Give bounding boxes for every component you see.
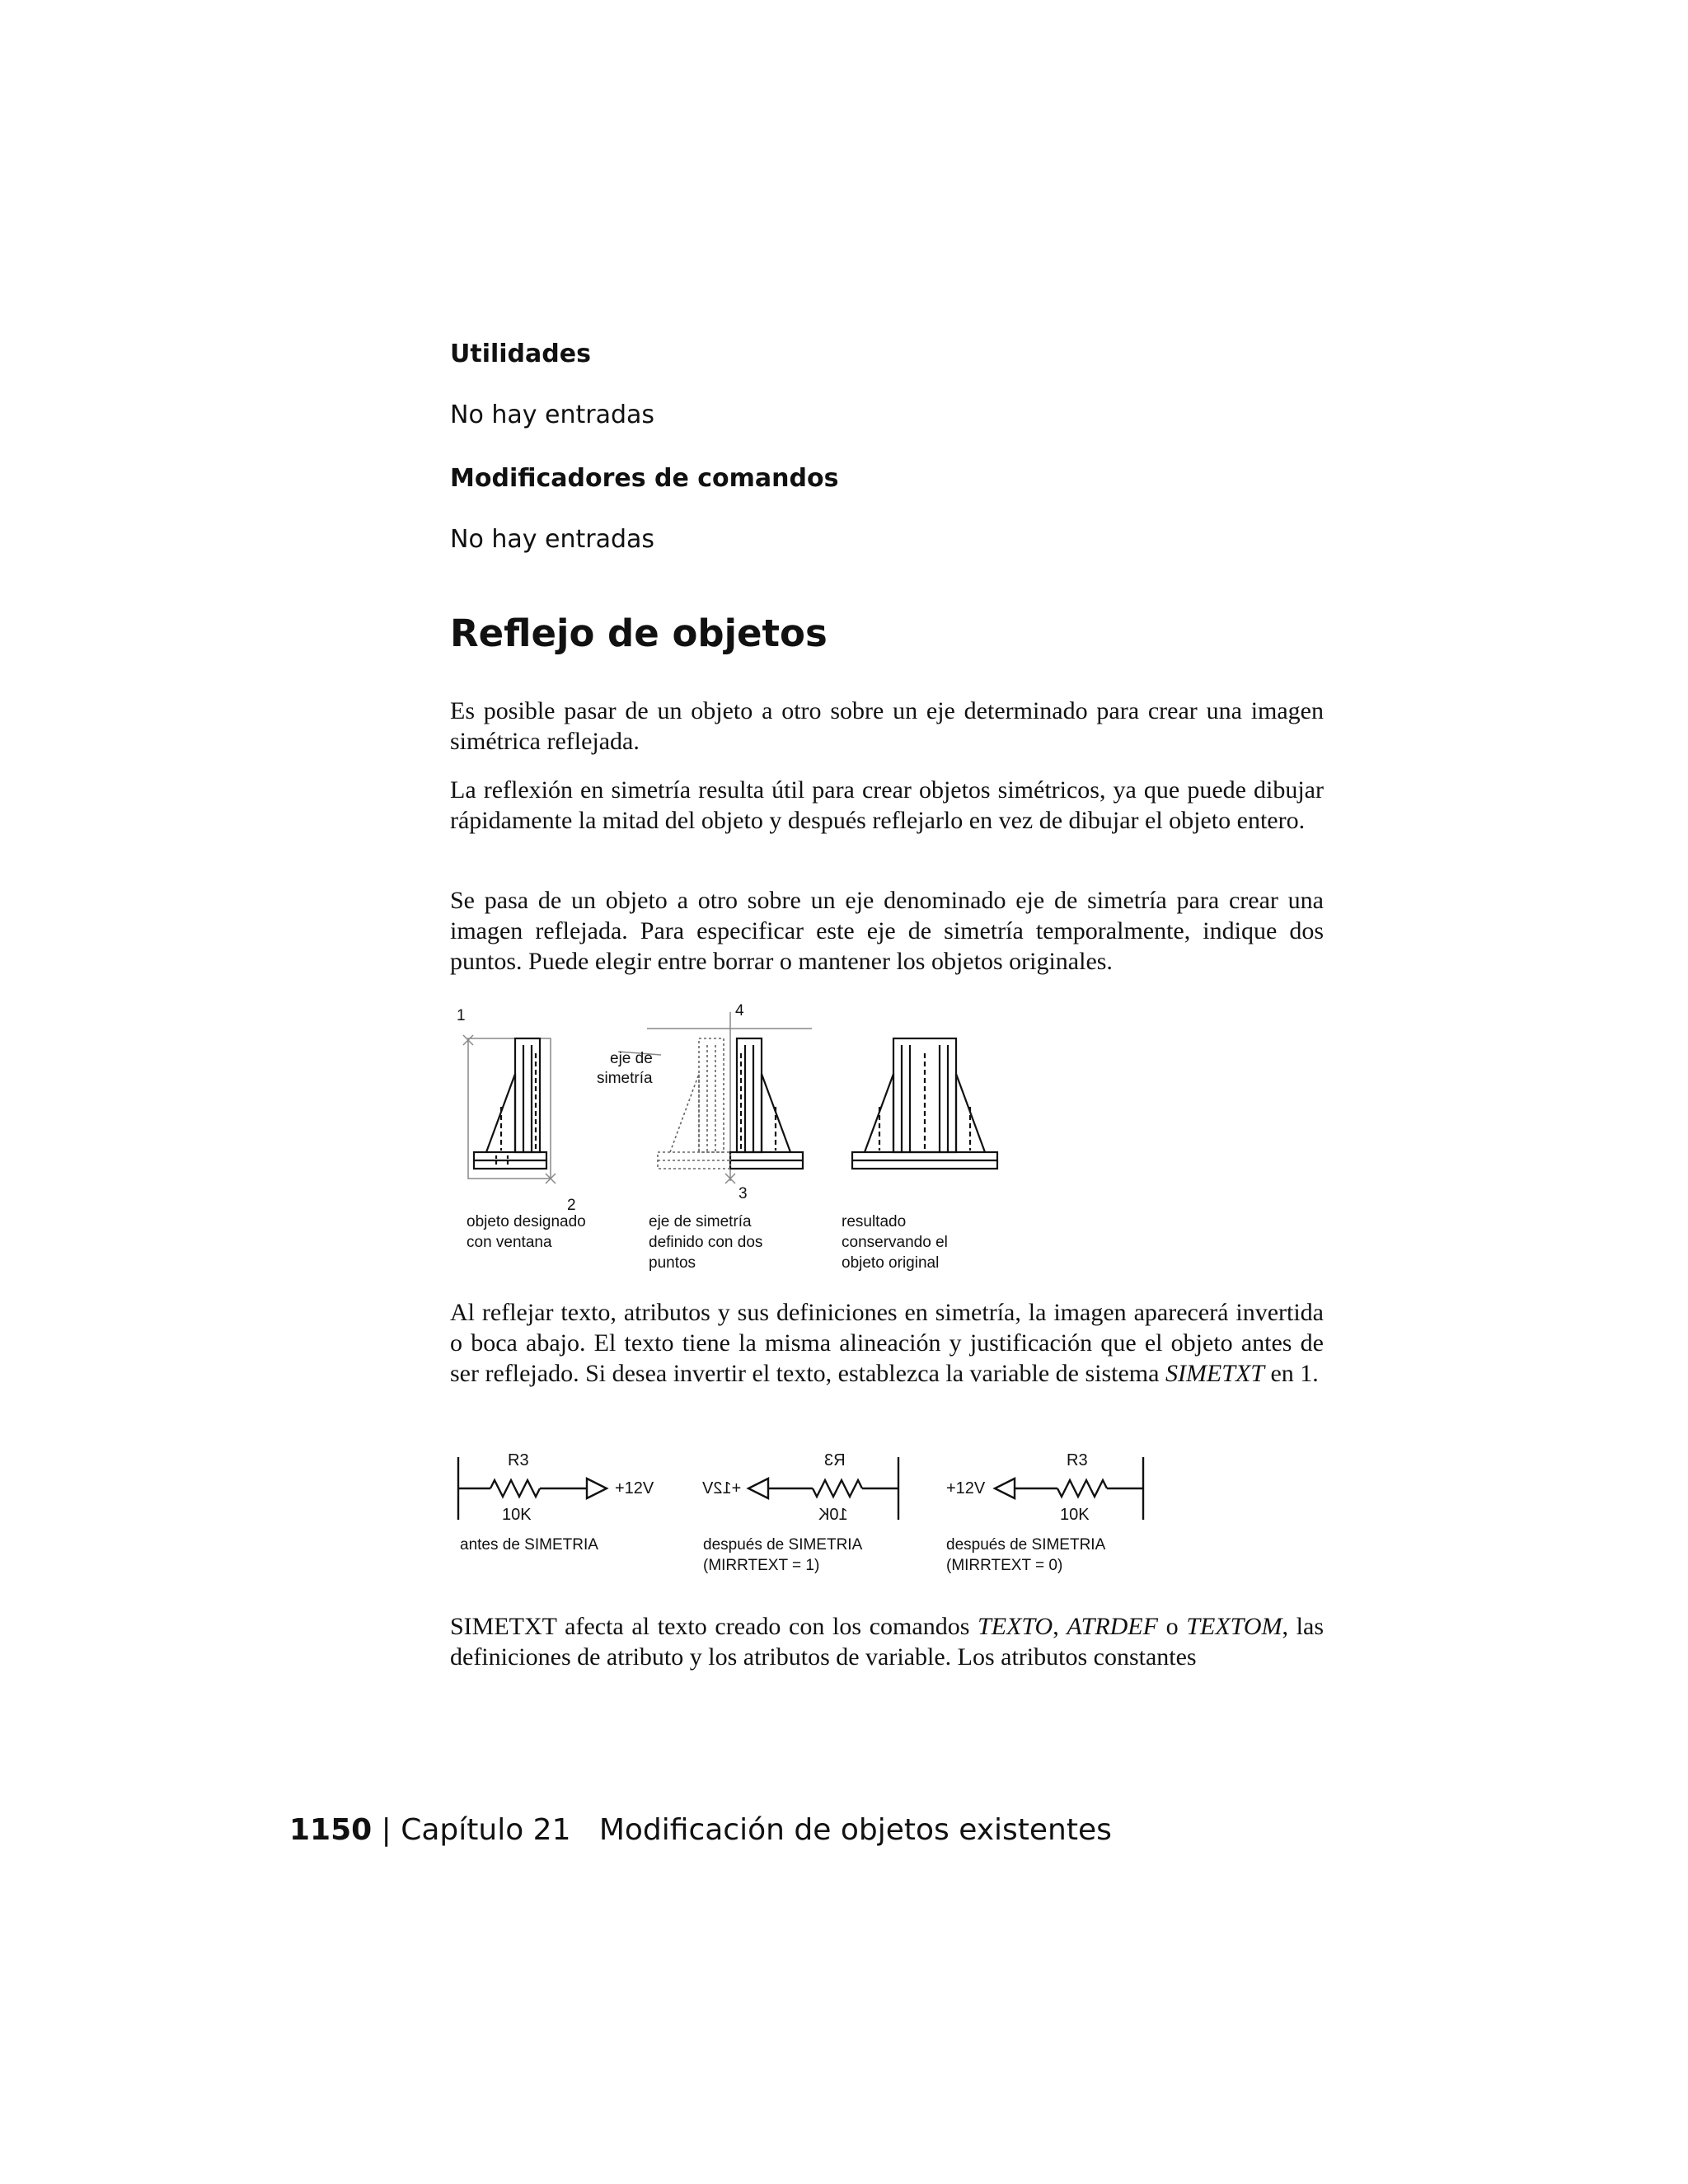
page-footer: 1150 | Capítulo 21 Modificación de objetos existentes	[289, 1813, 1112, 1847]
res-label-mirrored: 10K	[818, 1506, 848, 1524]
volt-label-before: +12V	[615, 1479, 654, 1497]
chapter-title: Modificación de objetos existentes	[598, 1813, 1112, 1847]
point-label-2: 2	[567, 1197, 576, 1214]
paragraph-5: SIMETXT afecta al texto creado con los comandos TEXTO, ATRDEF o TEXTOM, las definiciones de atributo y los atributos de variable. Los atributos constantes	[450, 1613, 1324, 1671]
paragraph-1: Es posible pasar de un objeto a otro sobre un eje determinado para crear una imagen simétrica reflejada.	[450, 697, 1324, 755]
page-number: 1150	[289, 1813, 373, 1847]
caption-after-1: después de SIMETRIA (MIRRTEXT = 1)	[703, 1536, 863, 1574]
heading-utilidades: Utilidades	[450, 340, 591, 368]
ref-label-mirrored: R3	[824, 1451, 846, 1469]
circuit-before	[458, 1457, 607, 1520]
caption-before: antes de SIMETRIA	[460, 1536, 598, 1554]
mirror-objects-drawing	[453, 1004, 1014, 1193]
mirror-axis-two-points	[618, 1012, 812, 1183]
point-label-1: 1	[457, 1007, 466, 1024]
caption-result: resultado conservando el objeto original	[842, 1213, 948, 1272]
heading-modificadores: Modificadores de comandos	[450, 464, 839, 493]
point-label-3: 3	[738, 1185, 748, 1202]
volt-label-mirrored: +12V	[702, 1479, 742, 1497]
axis-label-1: eje de	[610, 1050, 653, 1067]
caption-after-0: después de SIMETRIA (MIRRTEXT = 0)	[946, 1536, 1106, 1574]
caption-selected-object: objeto designado con ventana	[467, 1213, 586, 1251]
caption-mirror-axis: eje de simetría definido con dos puntos	[649, 1213, 763, 1272]
ref-label-before: R3	[508, 1451, 529, 1469]
figure-mirror-objects	[453, 1004, 1014, 1276]
res-label-before: 10K	[502, 1506, 532, 1524]
section-title: Reflejo de objetos	[450, 612, 828, 655]
var-simetxt: SIMETXT	[1165, 1360, 1264, 1387]
paragraph-4: Al reflejar texto, atributos y sus definiciones en simetría, la imagen aparecerá invertida o boca abajo. El texto tiene la misma alineación y justificación que el objeto antes de ser reflejado. Si desea invertir el texto, establezca la variable de sistema SIMETXT en 1.	[450, 1299, 1324, 1387]
paragraph-3: Se pasa de un objeto a otro sobre un eje denominado eje de simetría para crear una imagen reflejada. Para especificar este eje de simetría temporalmente, indique dos puntos. Puede elegir entre borrar o mantener los objetos originales.	[450, 887, 1324, 975]
paragraph-2: La reflexión en simetría resulta útil para crear objetos simétricos, ya que puede dibujar rápidamente la mitad del objeto y después reflejarlo en vez de dibujar el objeto entero.	[450, 776, 1324, 834]
res-label-after: 10K	[1060, 1506, 1090, 1524]
mirrored-result	[852, 1038, 997, 1169]
text-no-entries-2: No hay entradas	[450, 525, 655, 554]
volt-label-after: +12V	[946, 1479, 986, 1497]
chapter-label: Capítulo 21	[401, 1813, 571, 1847]
object-selected-with-window	[463, 1035, 556, 1183]
axis-label-2: simetría	[597, 1070, 653, 1087]
mirror-text-drawing	[453, 1447, 1154, 1538]
point-label-4: 4	[735, 1002, 744, 1019]
text-no-entries-1: No hay entradas	[450, 401, 655, 429]
figure-mirror-text	[453, 1447, 1154, 1596]
ref-label-after: R3	[1067, 1451, 1088, 1469]
